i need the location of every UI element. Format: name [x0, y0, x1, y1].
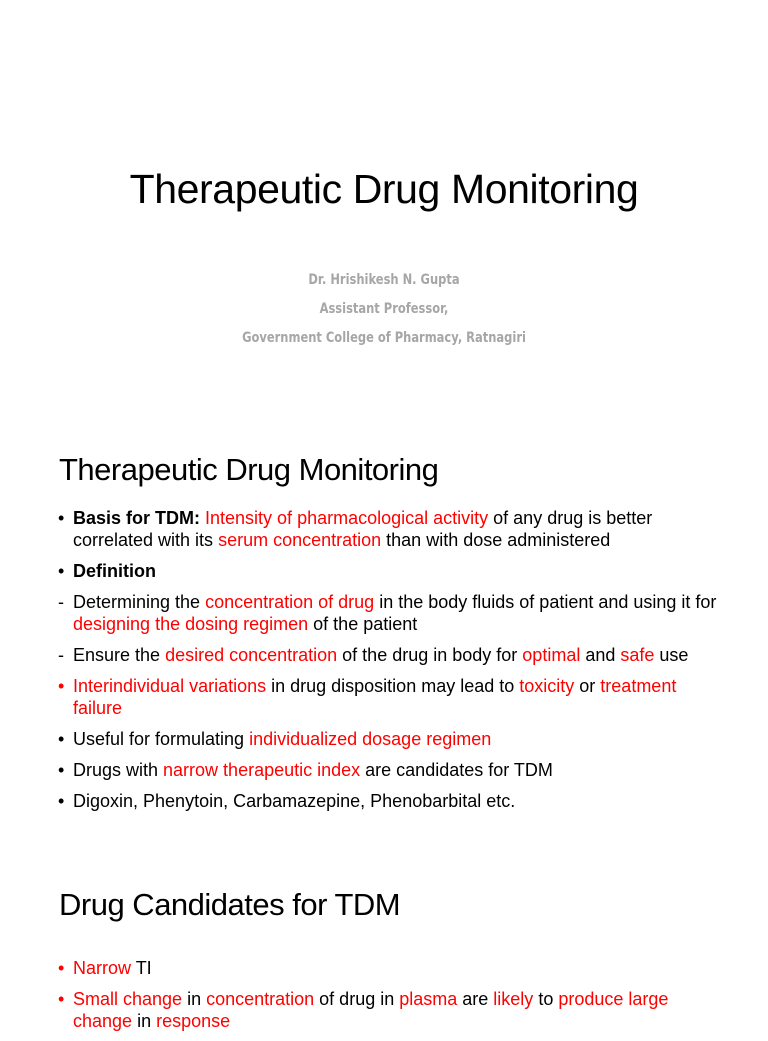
body-text: TI	[131, 958, 152, 978]
slide-title: Therapeutic Drug Monitoring	[59, 452, 439, 487]
highlighted-text: concentration of drug	[205, 592, 375, 612]
highlighted-text: desired concentration	[165, 645, 338, 665]
highlighted-text: concentration	[206, 989, 315, 1009]
drug-candidates-slide	[0, 862, 768, 1031]
body-text: in	[132, 1011, 157, 1031]
bullet-marker: -	[58, 645, 64, 665]
highlighted-text: individualized dosage regimen	[249, 729, 492, 749]
highlighted-text: likely	[493, 989, 534, 1009]
highlighted-text: Narrow	[73, 958, 132, 978]
bullet-item	[58, 988, 728, 1032]
presenter-info	[69, 266, 699, 353]
highlighted-text: Small change	[73, 989, 183, 1009]
body-text: Useful for formulating	[73, 729, 250, 749]
bold-text: Basis for TDM:	[73, 508, 206, 528]
bullet-item	[58, 591, 728, 635]
bullet-marker: •	[58, 760, 65, 780]
body-text: Digoxin, Phenytoin, Carbamazepine, Phenobarbital etc.	[73, 791, 516, 811]
slide-title: Drug Candidates for TDM	[59, 887, 401, 922]
title-slide	[0, 0, 768, 432]
bullet-list	[58, 957, 728, 1041]
highlighted-text: optimal	[522, 645, 581, 665]
highlighted-text: Interindividual variations	[73, 676, 267, 696]
author-name: Dr. Hrishikesh N. Gupta	[308, 272, 460, 288]
bullet-marker: •	[58, 729, 65, 749]
bullet-marker: •	[58, 561, 65, 581]
bullet-marker: •	[58, 989, 65, 1009]
body-text: of the drug in body for	[337, 645, 523, 665]
bold-text: Definition	[73, 561, 156, 581]
highlighted-text: produce large change	[73, 989, 669, 1031]
body-text: of drug in	[314, 989, 400, 1009]
bullet-list	[58, 507, 728, 821]
bullet-item	[58, 728, 728, 750]
highlighted-text: designing the dosing regimen	[73, 614, 309, 634]
bullet-marker: -	[58, 592, 64, 612]
body-text: or	[574, 676, 601, 696]
body-text: in drug disposition may lead to	[266, 676, 520, 696]
highlighted-text: response	[156, 1011, 231, 1031]
body-text: of any drug is better correlated with its	[73, 508, 653, 550]
highlighted-text: plasma	[399, 989, 458, 1009]
bullet-item	[58, 957, 728, 979]
body-text: to	[533, 989, 559, 1009]
presentation-title: Therapeutic Drug Monitoring	[129, 166, 639, 212]
highlighted-text: serum concentration	[218, 530, 382, 550]
body-text: Ensure the	[73, 645, 166, 665]
bullet-marker: •	[58, 508, 65, 528]
body-text: in the body fluids of patient and using it for	[374, 592, 717, 612]
bullet-item	[58, 644, 728, 666]
bullet-item	[58, 790, 728, 812]
highlighted-text: toxicity	[519, 676, 575, 696]
highlighted-text: safe	[620, 645, 655, 665]
body-text: are candidates for TDM	[360, 760, 553, 780]
body-text: of the patient	[308, 614, 418, 634]
highlighted-text: treatment failure	[73, 676, 677, 718]
bullet-marker: •	[58, 676, 65, 696]
bullet-item	[58, 560, 728, 582]
body-text: and	[580, 645, 621, 665]
body-text: are	[457, 989, 494, 1009]
body-text: Drugs with	[73, 760, 164, 780]
author-institution: Government College of Pharmacy, Ratnagiri	[242, 330, 526, 346]
body-text: use	[654, 645, 689, 665]
body-text: Determining the	[73, 592, 206, 612]
body-text: than with dose administered	[381, 530, 611, 550]
highlighted-text: Intensity of pharmacological activity	[205, 508, 489, 528]
bullet-item	[58, 675, 728, 719]
body-text: in	[182, 989, 207, 1009]
bullet-item	[58, 759, 728, 781]
tdm-overview-slide	[0, 432, 768, 862]
bullet-item	[58, 507, 728, 551]
bullet-marker: •	[58, 791, 65, 811]
author-position: Assistant Professor,	[319, 301, 449, 317]
bullet-marker: •	[58, 958, 65, 978]
highlighted-text: narrow therapeutic index	[163, 760, 361, 780]
